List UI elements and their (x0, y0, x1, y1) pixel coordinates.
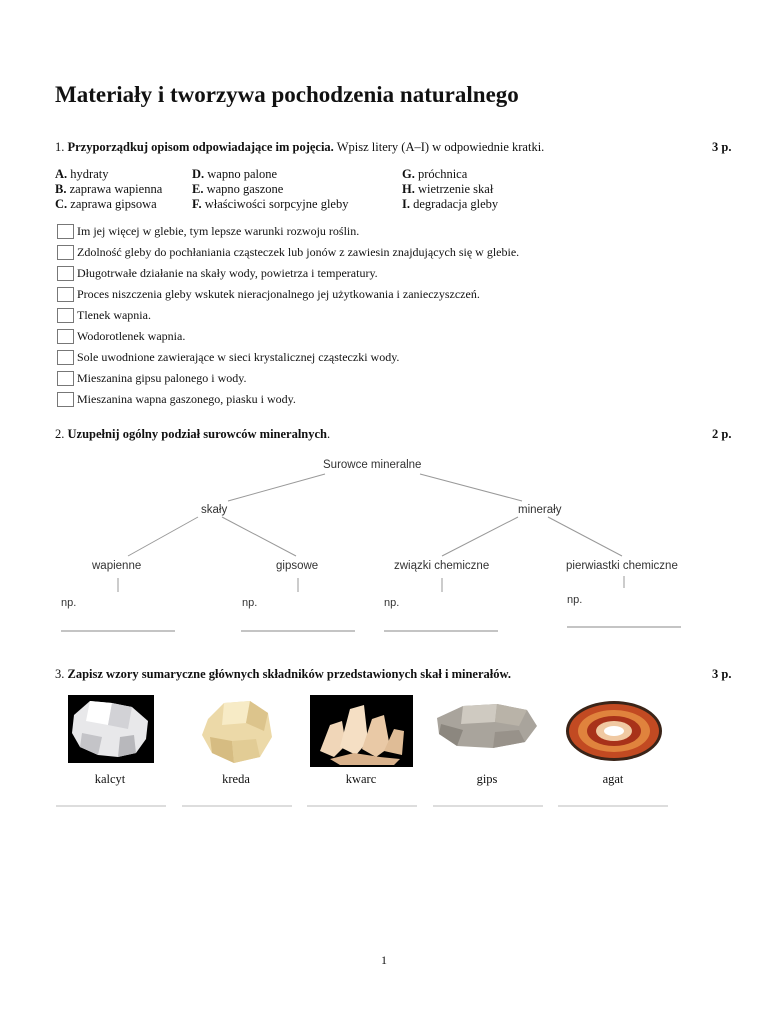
question-instruction: Przyporządkuj opisom odpowiadające im pojęcia. (67, 140, 334, 154)
question-1-points: 3 p. (712, 140, 732, 154)
question-3-prompt (55, 667, 511, 682)
tree-node-skaly: skały (201, 504, 228, 516)
option-i: I. degradacja gleby (402, 197, 499, 211)
option-c: C. zaprawa gipsowa (55, 197, 157, 211)
tree-edge (548, 517, 622, 556)
question-instruction-rest: Wpisz litery (A–I) w odpowiednie kratki. (336, 140, 545, 154)
question-3-points: 3 p. (712, 667, 732, 681)
option-g: G. próchnica (402, 167, 468, 181)
answer-description: Tlenek wapnia. (77, 307, 151, 322)
tree-node-wapienne: wapienne (92, 560, 142, 572)
option-e: E. wapno gaszone (192, 182, 284, 196)
page-title: Materiały i tworzywa pochodzenia naturalnego (55, 82, 519, 107)
tree-edge (420, 474, 522, 501)
mineral-label-kalcyt: kalcyt (94, 772, 126, 786)
tree-node-mineraly: minerały (518, 504, 562, 516)
answer-description: Proces niszczenia gleby wskutek nieracjonalnego jej użytkowania i zanieczyszczeń. (77, 286, 480, 301)
example-label: np. (384, 597, 400, 609)
gips-image (433, 700, 539, 752)
page-number: 1 (381, 953, 387, 967)
answer-description: Mieszanina gipsu palonego i wody. (77, 370, 247, 385)
tree-edge (442, 517, 518, 556)
answer-description: Sole uwodnione zawierające w sieci krystalicznej cząsteczki wody. (77, 349, 400, 364)
question-instruction: Uzupełnij ogólny podział surowców mineralnych (67, 427, 328, 441)
example-label: np. (242, 597, 258, 609)
mineral-label-kreda: kreda (222, 772, 250, 786)
example-label: np. (61, 597, 77, 609)
question-number: 1. (55, 140, 65, 154)
agat-image (562, 697, 666, 769)
option-f: F. właściwości sorpcyjne gleby (192, 197, 349, 211)
mineral-label-kwarc: kwarc (345, 772, 377, 786)
kalcyt-image (68, 695, 154, 763)
option-h: H. wietrzenie skał (402, 182, 494, 196)
answer-description: Im jej więcej w glebie, tym lepsze warunki rozwoju roślin. (77, 223, 360, 238)
answer-description: Wodorotlenek wapnia. (77, 328, 186, 343)
tree-node-zwiazki-chemiczne: związki chemiczne (394, 560, 490, 572)
question-2-points: 2 p. (712, 427, 732, 441)
question-instruction-rest: przedstawionych skał i minerałów. (326, 667, 511, 681)
question-instruction-emphasis: głównych składników (208, 667, 324, 681)
question-number: 2. (55, 427, 65, 441)
tree-edge (222, 517, 296, 556)
example-label: np. (567, 594, 583, 606)
tree-node-gipsowe: gipsowe (276, 560, 319, 572)
formula-answer-lines (0, 800, 768, 812)
question-number: 3. (55, 667, 65, 681)
option-a: A. hydraty (55, 167, 109, 181)
question-instruction: Zapisz wzory sumaryczne (67, 667, 206, 681)
option-d: D. wapno palone (192, 167, 278, 181)
kwarc-image (310, 695, 413, 767)
question-2-prompt: 2. Uzupełnij ogólny podział surowców mineralnych. (55, 427, 331, 441)
mineral-label-agat: agat (602, 772, 624, 786)
answer-description: Długotrwałe działanie na skały wody, powietrza i temperatury. (77, 265, 378, 280)
tree-root-label: Surowce mineralne (323, 459, 422, 471)
answer-description: Mieszanina wapna gaszonego, piasku i wody. (77, 391, 296, 406)
kreda-image (198, 697, 278, 767)
tree-edge (128, 517, 198, 556)
answer-description: Zdolność gleby do pochłaniania cząsteczek lub jonów z zawiesin znajdujących się w glebie. (77, 244, 520, 259)
option-b: B. zaprawa wapienna (55, 182, 163, 196)
tree-node-pierwiastki-chemiczne: pierwiastki chemiczne (566, 560, 678, 572)
tree-edge (228, 474, 325, 501)
mineral-label-gips: gips (476, 772, 498, 786)
